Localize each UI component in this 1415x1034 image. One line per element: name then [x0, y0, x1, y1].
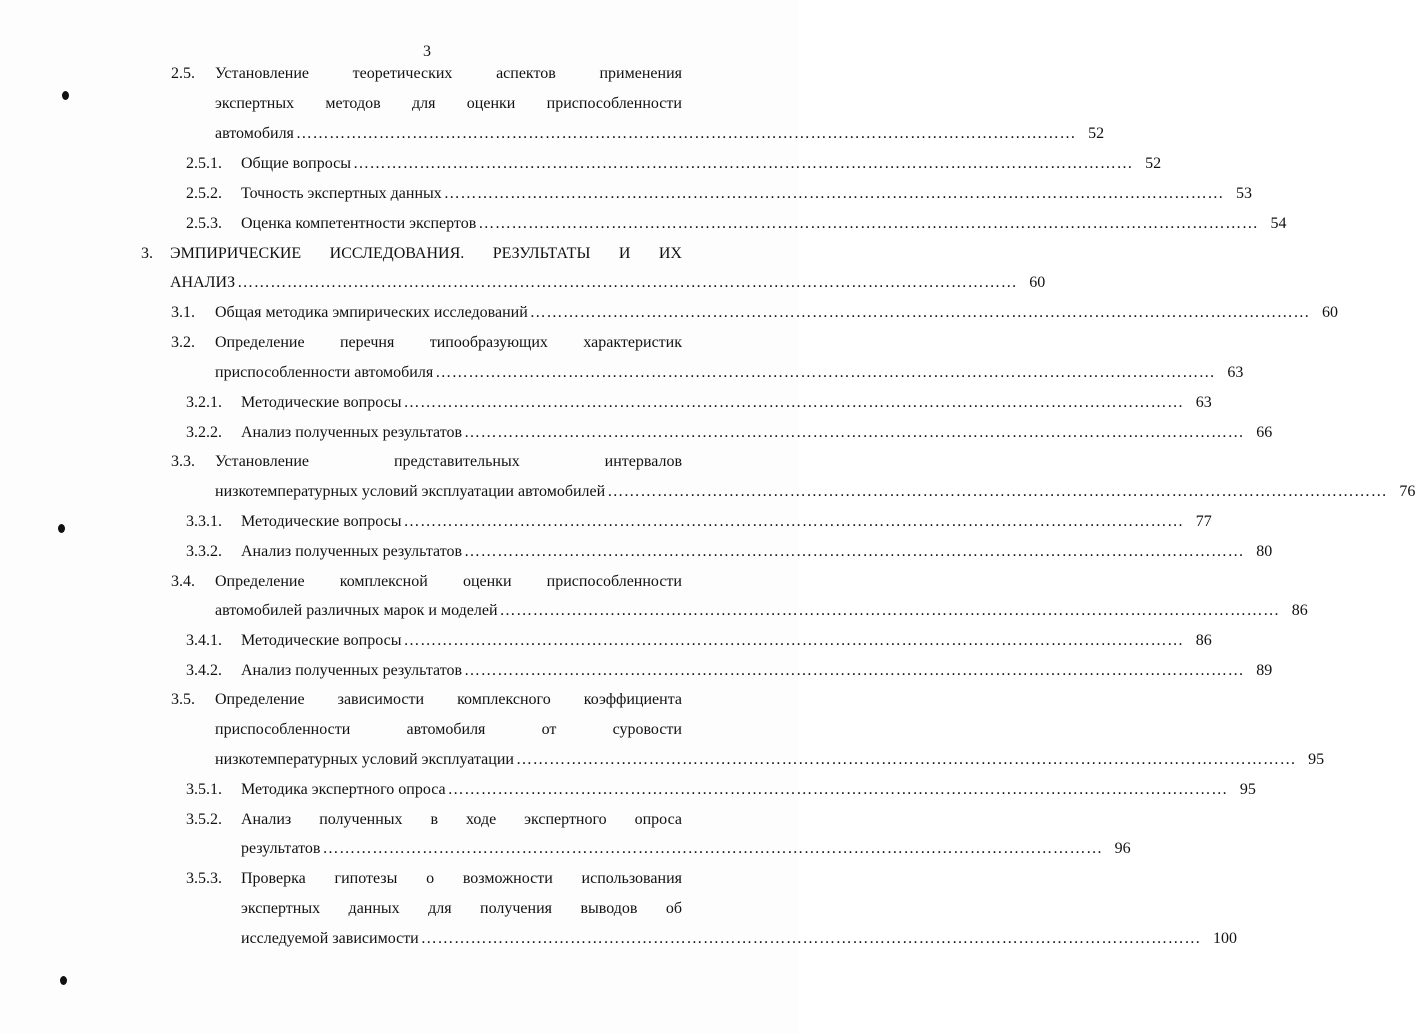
- punch-hole-mark: [58, 524, 65, 533]
- document-page: 3 2.5. Установление теоретических аспектов применения экспертных методов для оценки приспособленности автомобиля …………………………………………………………………………………………………………………………… 52 2.5.1. Общие вопросы …………………………………………………………………………………………………………………………… 52 2.5.2. Точность экспертных данных …………………………………………………………………………………………………………………………… 53 2.5.3. Оценка компетентности экспертов …………………………………………………………………………………………………………………………… 54 3. ЭМПИРИЧЕСКИЕ ИССЛЕДОВАНИЯ. РЕЗУЛЬТАТЫ И ИХ АНАЛИЗ …………………………………………………………………………………………………………………………… 60 3.1. Общая методика эмпирических исследований …………………………………………………………………………………………………………………………… 60 3.2. Определение перечня типообразующих характеристик приспособленности автомобиля …………………………………………………………………………………………………………………………… 63 3.2.1. Методические вопросы …………………………………………………………………………………………………………………………… 63 3.2.2. Анализ полученных результатов …………………………………………………………………………………………………………………………… 66 3.3. Установление представительных интервалов низкотемпературных условий эксплуатации автомобилей …………………………………………………………………………………………………………………………… 76 3.3.1. Методические вопросы …………………………………………………………………………………………………………………………… 77 3.3.2. Анализ полученных результатов …………………………………………………………………………………………………………………………… 80 3.4. Определение комплексной оценки приспособленности автомобилей различных марок и моделей …………………………………………………………………………………………………………………………… 86 3.4.1. Методические вопросы …………………………………………………………………………………………………………………………… 86 3.4.2. Анализ полученных результатов …………………………………………………………………………………………………………………………… 89 3.5. Определение зависимости комплексного коэффициента приспособленности автомобиля от суровости низкотемпературных условий эксплуатации …………………………………………………………………………………………………………………………… 95 3.5.1. Методика экспертного опроса …………………………………………………………………………………………………………………………… 95 3.5.2. Анализ полученных в ходе экспертного опроса результатов …………………………………………………………………………………………………………………………… 96 3.5.3. Проверка гипотезы о возможности использования экспертных данных для получения выводов об исследуемой зависимости …………………………………………………………………………………………………………………………… 100: [0, 0, 799, 1034]
- entry-page: 86: [1195, 632, 1212, 649]
- entry-page: 63: [1227, 364, 1244, 381]
- entry-page: 76: [1399, 483, 1415, 500]
- entry-page: 95: [1239, 781, 1256, 798]
- entry-page: 52: [1088, 125, 1105, 142]
- entry-page: 54: [1270, 215, 1287, 232]
- entry-page: 77: [1195, 513, 1212, 530]
- entry-leader-line: автомобиля …………………………………………………………………………………………………………………………… 52: [215, 125, 1105, 142]
- entry-page: 63: [1195, 394, 1212, 411]
- punch-hole-mark: [62, 91, 69, 100]
- entry-page: 52: [1145, 155, 1162, 172]
- page-number: 3: [423, 43, 431, 60]
- entry-page: 53: [1235, 185, 1252, 202]
- entry-page: 89: [1256, 662, 1273, 679]
- entry-number: 2.5.: [171, 65, 195, 82]
- entry-title-line: Установление теоретических аспектов применения: [215, 65, 682, 82]
- punch-hole-mark: [60, 976, 67, 985]
- entry-page: 80: [1256, 543, 1273, 560]
- entry-page: 60: [1322, 304, 1338, 321]
- entry-page: 100: [1212, 930, 1237, 947]
- entry-title-line: экспертных методов для оценки приспособленности: [215, 95, 682, 112]
- entry-title-line: ЭМПИРИЧЕСКИЕ ИССЛЕДОВАНИЯ. РЕЗУЛЬТАТЫ И ИХ: [170, 245, 682, 262]
- entry-page: 66: [1256, 424, 1273, 441]
- entry-page: 60: [1029, 274, 1046, 291]
- entry-page: 96: [1114, 840, 1131, 857]
- entry-page: 95: [1308, 751, 1325, 768]
- entry-page: 86: [1291, 602, 1308, 619]
